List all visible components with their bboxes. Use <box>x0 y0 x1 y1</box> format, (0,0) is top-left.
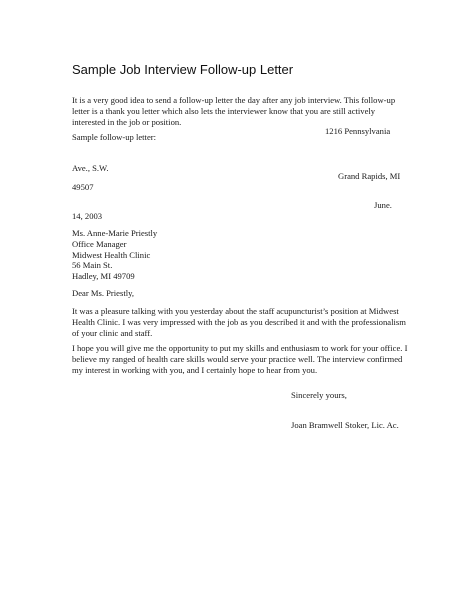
body-line: my interest in working with you, and I certainly hope to hear from you. <box>72 364 318 375</box>
document-title: Sample Job Interview Follow-up Letter <box>72 62 294 77</box>
intro-line: It is a very good idea to send a follow-up letter the day after any job interview. This follow-up <box>72 95 396 105</box>
recipient-line: Midwest Health Clinic <box>72 249 151 260</box>
sample-label: Sample follow-up letter: <box>72 132 157 142</box>
intro-line: letter is a thank you letter which also lets the interviewer know that you are still actively <box>72 105 376 116</box>
body-line: I hope you will give me the opportunity to put my skills and enthusiasm to work for your office. I <box>72 343 408 353</box>
body-paragraph-1 <box>72 306 406 338</box>
recipient-line: Ms. Anne-Marie Priestly <box>72 228 158 238</box>
closing: Sincerely yours, <box>291 390 347 400</box>
body-line: It was a pleasure talking with you yesterday about the staff acupuncturist’s position at Midwest <box>72 306 399 316</box>
body-line: Health Clinic. I was very impressed with the job as you described it and with the professionalism <box>72 316 406 327</box>
body-line: believe my ranged of health care skills would serve your practice well. The interview confirmed <box>72 353 403 364</box>
sender-city: Grand Rapids, MI <box>338 171 401 181</box>
recipient-line: 56 Main St. <box>72 260 113 271</box>
body-paragraph-2 <box>72 343 407 375</box>
recipient-line: Hadley, MI 49709 <box>72 271 135 282</box>
signature-name: Joan Bramwell Stoker, Lic. Ac. <box>291 420 399 430</box>
recipient-line: Office Manager <box>72 238 127 249</box>
date-day-year: 14, 2003 <box>72 211 103 221</box>
recipient-address <box>72 228 157 282</box>
sender-zip: 49507 <box>72 182 94 192</box>
intro-line: interested in the job or position. <box>72 116 182 127</box>
body-line: of your clinic and staff. <box>72 327 153 338</box>
date-month: June. <box>374 200 392 210</box>
sender-street-left: Ave., S.W. <box>72 163 109 173</box>
sender-street-right: 1216 Pennsylvania <box>325 126 391 136</box>
salutation: Dear Ms. Priestly, <box>72 288 134 298</box>
intro-paragraph <box>72 95 395 127</box>
